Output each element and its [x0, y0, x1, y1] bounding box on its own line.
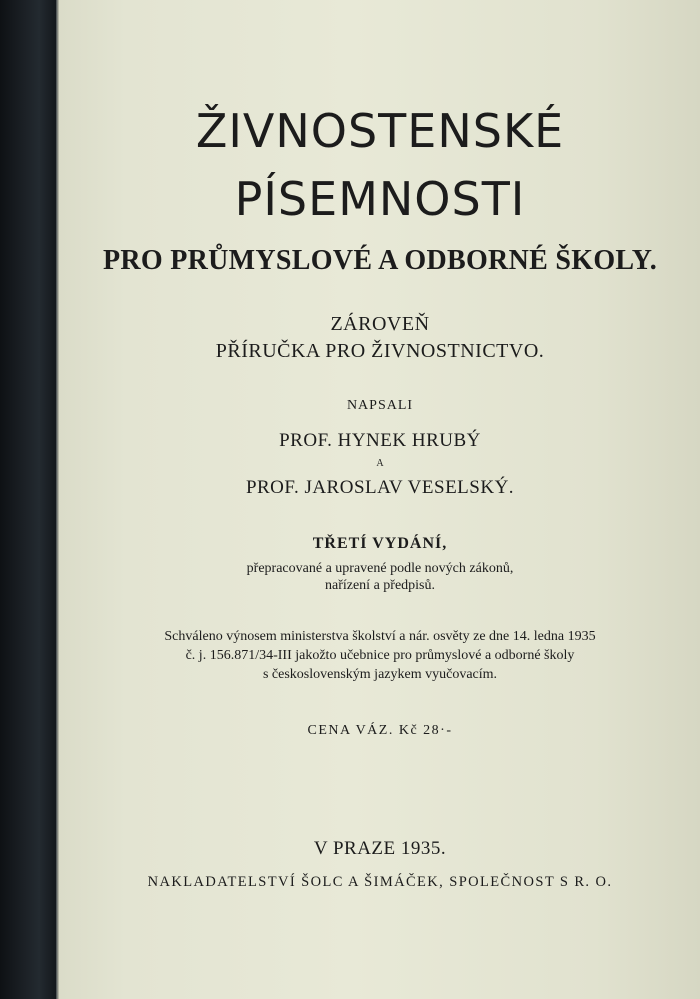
- place-year: V PRAZE 1935.: [313, 838, 447, 859]
- author-2: PROF. JAROSLAV VESELSKÝ.: [245, 477, 515, 498]
- written-by-label: NAPSALI: [346, 398, 414, 413]
- subtitle: PRO PRŮMYSLOVÉ A ODBORNÉ ŠKOLY.: [102, 245, 658, 276]
- approval-line-1: Schváleno výnosem ministerstva školství a nár. osvěty ze dne 14. ledna 1935: [164, 629, 596, 644]
- also-line-1: ZÁROVEŇ: [330, 313, 430, 335]
- author-1: PROF. HYNEK HRUBÝ: [279, 430, 481, 451]
- approval-line-3: s československým jazykem vyučovacím.: [262, 667, 498, 682]
- author-and: A: [376, 458, 384, 469]
- spine-edge: [56, 0, 59, 999]
- book-spine: [0, 0, 56, 999]
- approval-line-2: č. j. 156.871/34-III jakožto učebnice pro průmyslové a odborné školy: [185, 648, 575, 663]
- edition-note-2: nařízení a předpisů.: [324, 578, 435, 593]
- title-line-2: PÍSEMNOSTI: [234, 172, 526, 226]
- price: CENA VÁZ. Kč 28·-: [307, 723, 453, 738]
- edition-note-1: přepracované a upravené podle nových zákonů,: [246, 561, 514, 576]
- publisher: NAKLADATELSTVÍ ŠOLC A ŠIMÁČEK, SPOLEČNOST S R. O.: [147, 874, 613, 890]
- edition-heading: TŘETÍ VYDÁNÍ,: [312, 535, 448, 552]
- title-line-1: ŽIVNOSTENSKÉ: [195, 104, 565, 158]
- also-line-2: PŘÍRUČKA PRO ŽIVNOSTNICTVO.: [215, 340, 545, 362]
